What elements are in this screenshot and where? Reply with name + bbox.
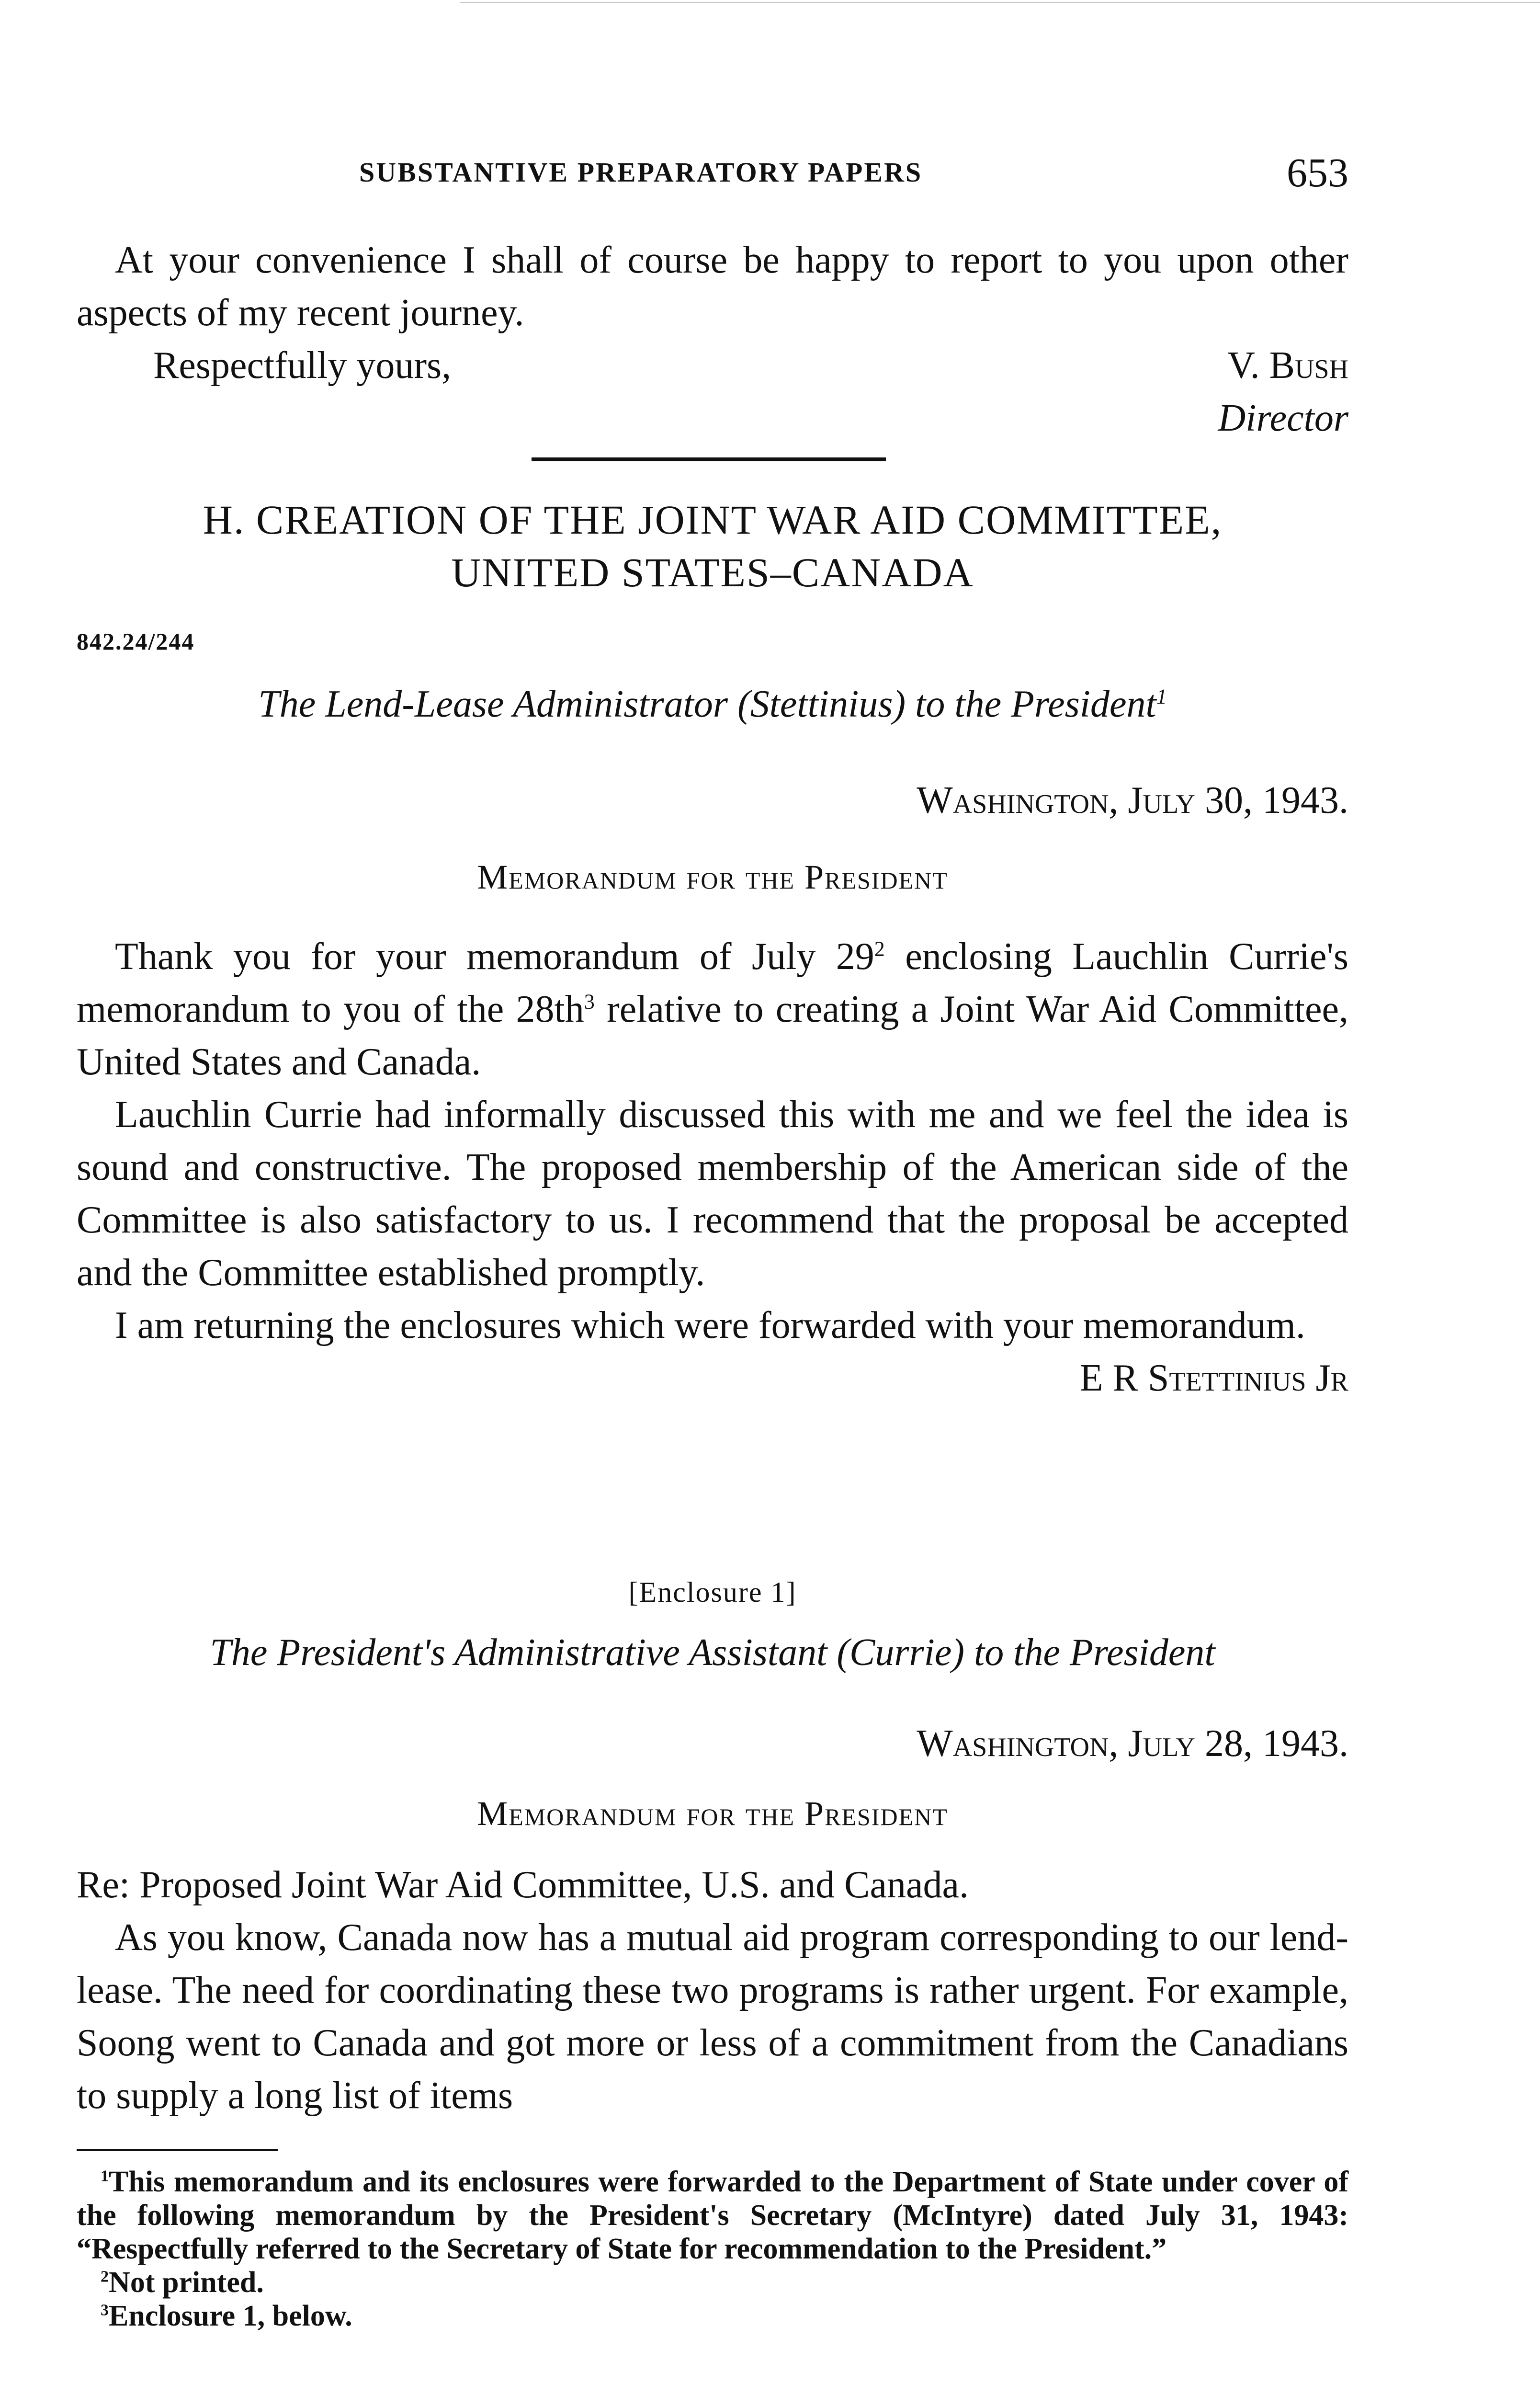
footnote-1-marker: 1: [101, 2167, 109, 2185]
enclosure-paragraph-1: As you know, Canada now has a mutual aid program corresponding to our lend-lease. The need for coordinating these two programs is rather urgent. For example, Soong went to Canada and got more or less of a commitment from the Canadians to supply a long list of items: [77, 1916, 1348, 2117]
memo-heading-block-2: [77, 1794, 1348, 1834]
para1-part-c: relative to creating a Joint War Aid Committee, United States and Canada.: [77, 988, 1348, 1083]
file-number-block: [77, 627, 1348, 655]
footnote-2: [77, 2266, 1348, 2299]
memo-body-1: [77, 930, 1348, 1404]
enclosure-title-block: [77, 1626, 1348, 1679]
section-heading-line-1: H. CREATION OF THE JOINT WAR AID COMMITTEE,: [203, 497, 1223, 543]
scan-edge-rule: [460, 2, 1540, 3]
footnote-ref-3: 3: [584, 990, 595, 1014]
section-heading-block: [77, 493, 1348, 599]
memo-heading-block-1: [77, 857, 1348, 897]
signer-name: V. Bush: [1227, 344, 1348, 387]
footnote-ref-2: 2: [874, 937, 885, 961]
footnote-3-text: Enclosure 1, below.: [109, 2300, 352, 2332]
running-title: SUBSTANTIVE PREPARATORY PAPERS: [359, 157, 923, 188]
document-title: [77, 678, 1348, 730]
signer-title: Director: [1218, 397, 1348, 439]
enclosure-title: The President's Administrative Assistant (Currie) to the President: [210, 1631, 1215, 1674]
enclosure-memo-heading: Memorandum for the President: [477, 1794, 948, 1833]
page-number: 653: [1287, 149, 1348, 195]
enclosure-dateline: Washington, July 28, 1943.: [917, 1722, 1348, 1765]
section-divider: [532, 457, 886, 461]
dateline-block-2: [77, 1717, 1348, 1770]
para1-part-a: Thank you for your memorandum of July 29: [115, 935, 874, 978]
memo-paragraph-3: I am returning the enclosures which were forwarded with your memorandum.: [115, 1304, 1305, 1346]
dateline: Washington, July 30, 1943.: [917, 779, 1348, 821]
footnotes: [77, 2165, 1348, 2333]
document-title-text: The Lend-Lease Administrator (Stettinius) to the President: [258, 683, 1156, 725]
page-header: [77, 144, 1348, 201]
re-line: Re: Proposed Joint War Aid Committee, U.S. and Canada.: [77, 1864, 969, 1906]
footnote-ref-1: 1: [1156, 684, 1167, 708]
footnote-2-text: Not printed.: [109, 2266, 264, 2299]
closing-row: [77, 339, 1348, 392]
memo-heading: Memorandum for the President: [477, 858, 948, 896]
memo-paragraph-1: [77, 930, 1348, 1088]
closing-paragraph: At your convenience I shall of course be happy to report to you upon other aspects of my recent journey.: [77, 239, 1348, 334]
para1-part-b: enclosing Lauchlin Currie's memorandum to you of the 28th: [77, 935, 1349, 1030]
dateline-block-1: [77, 774, 1348, 827]
file-number: 842.24/244: [77, 628, 195, 655]
closing-letter: [77, 234, 1348, 445]
enclosure-label-block: [77, 1576, 1348, 1609]
enclosure-body: [77, 1859, 1348, 2122]
footnote-divider: [77, 2149, 278, 2151]
section-heading-line-2: UNITED STATES–CANADA: [451, 549, 974, 595]
footnote-1: [77, 2165, 1348, 2266]
memo-signature: E R Stettinius Jr: [1079, 1357, 1348, 1399]
enclosure-label: [Enclosure 1]: [628, 1576, 797, 1608]
footnote-3-marker: 3: [101, 2301, 109, 2319]
footnote-3: [77, 2299, 1348, 2333]
footnote-1-text: This memorandum and its enclosures were forwarded to the Department of State under cover of the following memorandum by the President's Secretary (McIntyre) dated July 31, 1943: “Respectfully referred to the Secretary of State for recommendation to the President.”: [77, 2166, 1348, 2265]
memo-paragraph-2: Lauchlin Currie had informally discussed this with me and we feel the idea is sound and constructive. The proposed membership of the American side of the Committee is also satisfactory to us. I recommend that the proposal be accepted and the Committee established promptly.: [77, 1094, 1348, 1294]
complimentary-close: Respectfully yours,: [153, 344, 452, 387]
document-title-block: [77, 678, 1348, 730]
footnote-2-marker: 2: [101, 2268, 109, 2286]
